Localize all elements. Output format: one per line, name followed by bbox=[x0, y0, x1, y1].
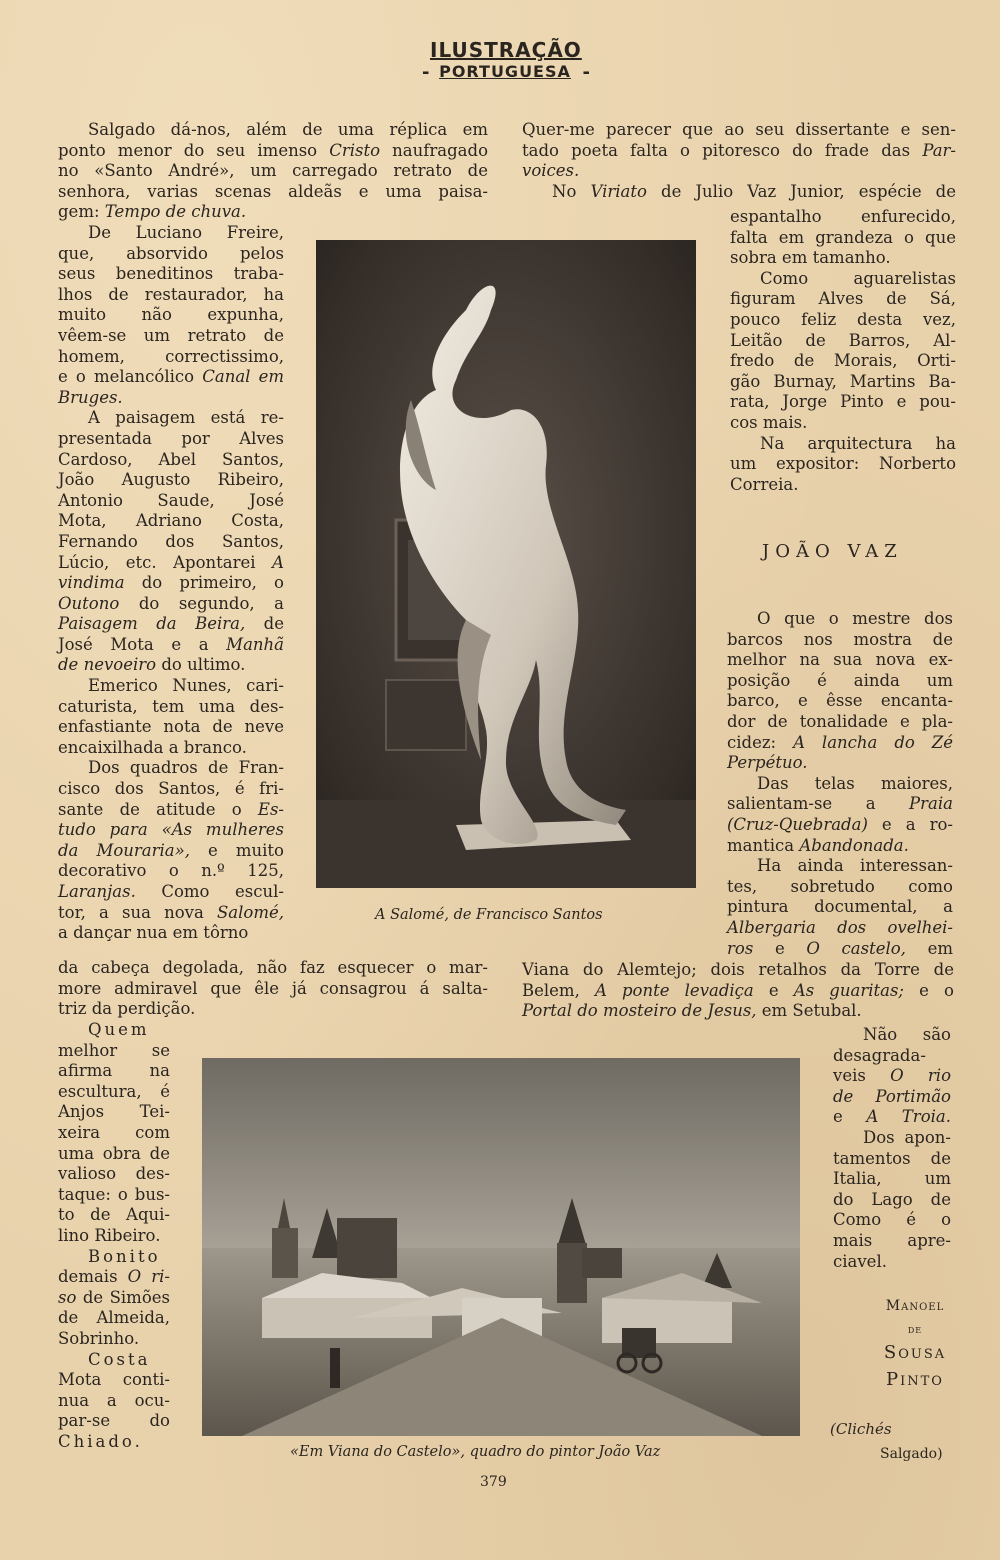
text-line: Albergaria dos ovelhei- bbox=[727, 917, 953, 937]
text-line: salientam-se a Praia bbox=[727, 794, 953, 814]
signature-line: Manoel bbox=[885, 1298, 945, 1314]
text-line: senhora, varias scenas aldeãs e uma paisa- bbox=[58, 181, 488, 201]
masthead-line2: PORTUGUESA bbox=[439, 62, 571, 81]
section-heading-joao-vaz: JOÃO VAZ bbox=[762, 541, 903, 562]
text-line: melhor se bbox=[58, 1040, 170, 1060]
signature-line: Pinto bbox=[886, 1369, 944, 1390]
text-line: cidez: A lancha do Zé bbox=[727, 732, 954, 752]
author-signature bbox=[860, 1298, 970, 1390]
right-column-joao-vaz bbox=[727, 609, 953, 959]
text-line: um expositor: Norberto bbox=[730, 454, 956, 474]
text-line: ciavel. bbox=[833, 1251, 887, 1271]
text-line: taque: o bus- bbox=[58, 1184, 170, 1204]
text-line: muito não expunha, bbox=[58, 305, 284, 325]
text-line: A paisagem está re- bbox=[88, 408, 284, 428]
text-line: gem: Tempo de chuva. bbox=[58, 202, 247, 222]
text-line: ros e O castelo, em bbox=[727, 938, 953, 958]
text-line: Mota conti- bbox=[58, 1370, 170, 1390]
photo-credit: (Clichés bbox=[830, 1420, 892, 1438]
text-line: dor de tonalidade e pla- bbox=[727, 711, 953, 731]
text-line: sobra em tamanho. bbox=[730, 248, 891, 268]
text-line: da cabeça degolada, não faz esquecer o mar- bbox=[58, 958, 488, 977]
text-line: so de Simões bbox=[58, 1287, 170, 1307]
text-line: vindima do primeiro, o bbox=[58, 573, 284, 593]
text-line: vêem-se um retrato de bbox=[58, 325, 284, 345]
text-line: mais apre- bbox=[833, 1230, 951, 1250]
text-line: voices. bbox=[522, 161, 580, 181]
text-line: Italia, um bbox=[833, 1169, 951, 1189]
text-line: Como aguarelistas bbox=[760, 268, 956, 288]
text-line: Emerico Nunes, cari- bbox=[88, 676, 284, 696]
text-line: seus beneditinos traba- bbox=[58, 264, 284, 284]
text-line: posição é ainda um bbox=[727, 670, 953, 690]
text-line: Outono do segundo, a bbox=[58, 593, 284, 613]
text-line: O que o mestre dos bbox=[757, 609, 953, 628]
text-line: decorativo o n.º 125, bbox=[58, 861, 284, 881]
text-line: a dançar nua em tôrno bbox=[58, 923, 249, 943]
text-line: Fernando dos Santos, bbox=[58, 531, 284, 551]
text-line: par-se do bbox=[58, 1411, 170, 1431]
text-line: Bonito bbox=[88, 1246, 161, 1266]
left-column-narrow bbox=[58, 223, 284, 944]
text-line: nua a ocu- bbox=[58, 1390, 170, 1410]
text-line: Costa bbox=[88, 1349, 151, 1369]
text-line: sante de atitude o Es- bbox=[58, 799, 284, 819]
text-line: rata, Jorge Pinto e pou- bbox=[730, 392, 956, 412]
text-line: de Almeida, bbox=[58, 1308, 170, 1328]
text-line: Ha ainda interessan- bbox=[757, 856, 953, 876]
text-line: Quer-me parecer que ao seu dissertante e sen- bbox=[522, 120, 956, 139]
text-line: presentada por Alves bbox=[58, 428, 284, 448]
text-line: lhos de restaurador, ha bbox=[58, 284, 284, 304]
text-line: tudo para «As mulheres bbox=[58, 820, 284, 840]
text-line: tado poeta falta o pitoresco do frade das Par- bbox=[522, 140, 956, 160]
text-line: encaixilhada a branco. bbox=[58, 737, 247, 757]
text-line: Dos apon- bbox=[863, 1127, 951, 1147]
right-column-intro bbox=[522, 120, 956, 202]
right-column-wide bbox=[522, 960, 954, 1022]
text-line: triz da perdição. bbox=[58, 999, 196, 1019]
text-line: e o melancólico Canal em bbox=[58, 367, 285, 387]
right-column-narrow bbox=[730, 207, 956, 495]
text-line: enfastiante nota de neve bbox=[58, 717, 284, 737]
text-line: do Lago de bbox=[833, 1189, 951, 1209]
text-line: De Luciano Freire, bbox=[88, 223, 284, 242]
salome-caption: A Salomé, de Francisco Santos bbox=[375, 907, 603, 923]
text-line: afirma na bbox=[58, 1061, 170, 1081]
page-number: 379 bbox=[480, 1474, 507, 1490]
text-line: Paisagem da Beira, de bbox=[58, 614, 285, 634]
text-line: Viana do Alemtejo; dois retalhos da Torre de bbox=[522, 960, 954, 979]
viana-caption: «Em Viana do Castelo», quadro do pintor João Vaz bbox=[290, 1444, 661, 1460]
text-line: Salgado dá-nos, além de uma réplica em bbox=[88, 120, 488, 139]
masthead-logo: - ILUSTRAÇÃO PORTUGUESA - bbox=[422, 38, 590, 83]
text-line: tor, a sua nova Salomé, bbox=[58, 902, 284, 922]
text-line: Portal do mosteiro de Jesus, em Setubal. bbox=[522, 1001, 862, 1021]
text-line: Chiado. bbox=[58, 1431, 143, 1451]
text-line: que, absorvido pelos bbox=[58, 243, 284, 263]
text-line: Lúcio, etc. Apontarei A bbox=[58, 552, 284, 572]
text-line: more admiravel que êle já consagrou á salta- bbox=[58, 978, 488, 998]
salome-sculpture-photo bbox=[316, 240, 696, 888]
text-line: Das telas maiores, bbox=[757, 773, 953, 793]
text-line: falta em grandeza o que bbox=[730, 227, 956, 247]
text-line: barco, e êsse encanta- bbox=[727, 691, 953, 711]
text-line: tes, sobretudo como bbox=[727, 876, 953, 896]
left-column-intro bbox=[58, 120, 488, 223]
text-line: Leitão de Barros, Al- bbox=[730, 330, 956, 350]
text-line: cos mais. bbox=[730, 412, 808, 432]
left-column-bottom bbox=[58, 1020, 170, 1452]
text-line: de nevoeiro do ultimo. bbox=[58, 655, 246, 675]
text-line: lino Ribeiro. bbox=[58, 1225, 161, 1245]
text-line: de Portimão bbox=[833, 1086, 951, 1106]
text-line: fredo de Morais, Orti- bbox=[730, 351, 956, 371]
text-line: caturista, tem uma des- bbox=[58, 696, 284, 716]
text-line: pouco feliz desta vez, bbox=[730, 309, 956, 329]
masthead-line1: ILUSTRAÇÃO bbox=[430, 38, 582, 62]
text-line: Laranjas. Como escul- bbox=[58, 882, 284, 901]
text-line: veis O rio bbox=[833, 1066, 952, 1086]
text-line: to de Aqui- bbox=[58, 1205, 170, 1225]
photo-credit: Salgado) bbox=[880, 1446, 943, 1462]
text-line: Perpétuo. bbox=[727, 753, 808, 773]
text-line: (Cruz-Quebrada) e a ro- bbox=[727, 814, 953, 834]
viana-painting-photo bbox=[202, 1058, 800, 1436]
text-line: pintura documental, a bbox=[727, 897, 953, 917]
signature-line: de bbox=[907, 1322, 923, 1336]
text-line: ponto menor do seu imenso Cristo naufragado bbox=[58, 140, 489, 160]
text-line: João Augusto Ribeiro, bbox=[58, 470, 284, 490]
text-line: Não são bbox=[863, 1025, 951, 1044]
text-line: Mota, Adriano Costa, bbox=[58, 511, 284, 531]
text-line: xeira com bbox=[58, 1122, 170, 1142]
text-line: Quem bbox=[88, 1020, 150, 1039]
right-column-bottom bbox=[833, 1025, 951, 1272]
text-line: desagrada- bbox=[833, 1045, 926, 1065]
text-line: cisco dos Santos, é fri- bbox=[58, 779, 284, 799]
text-line: tamentos de bbox=[833, 1148, 951, 1168]
text-line: Bruges. bbox=[58, 387, 123, 407]
text-line: Belem, A ponte levadiça e As guaritas; e o bbox=[522, 980, 954, 1000]
text-line: mantica Abandonada. bbox=[727, 835, 909, 855]
text-line: gão Burnay, Martins Ba- bbox=[730, 371, 956, 391]
text-line: barcos nos mostra de bbox=[727, 629, 953, 649]
text-line: valioso des- bbox=[58, 1164, 170, 1184]
text-line: demais O ri- bbox=[58, 1267, 170, 1287]
text-line: Dos quadros de Fran- bbox=[88, 758, 284, 778]
text-line: uma obra de bbox=[58, 1143, 170, 1163]
text-line: escultura, é bbox=[58, 1081, 170, 1101]
text-line: Correia. bbox=[730, 474, 799, 494]
text-line: Cardoso, Abel Santos, bbox=[58, 449, 284, 469]
text-line: Como é o bbox=[833, 1210, 951, 1230]
text-line: José Mota e a Manhã bbox=[58, 634, 284, 654]
text-line: homem, correctissimo, bbox=[58, 346, 284, 366]
text-line: e A Troia. bbox=[833, 1107, 951, 1127]
text-line: da Mouraria», e muito bbox=[58, 840, 284, 860]
text-line: figuram Alves de Sá, bbox=[730, 289, 956, 309]
signature-line: Sousa bbox=[883, 1342, 947, 1363]
text-line: no «Santo André», um carregado retrato de bbox=[58, 161, 488, 181]
text-line: Antonio Saude, José bbox=[58, 490, 284, 510]
left-column-wide bbox=[58, 958, 488, 1020]
text-line: Na arquitectura ha bbox=[760, 433, 956, 453]
text-line: espantalho enfurecido, bbox=[730, 207, 956, 226]
text-line: No Viriato de Julio Vaz Junior, espécie de bbox=[552, 181, 956, 201]
text-line: Sobrinho. bbox=[58, 1328, 140, 1348]
text-line: Anjos Tei- bbox=[58, 1102, 170, 1122]
text-line: melhor na sua nova ex- bbox=[727, 650, 953, 670]
